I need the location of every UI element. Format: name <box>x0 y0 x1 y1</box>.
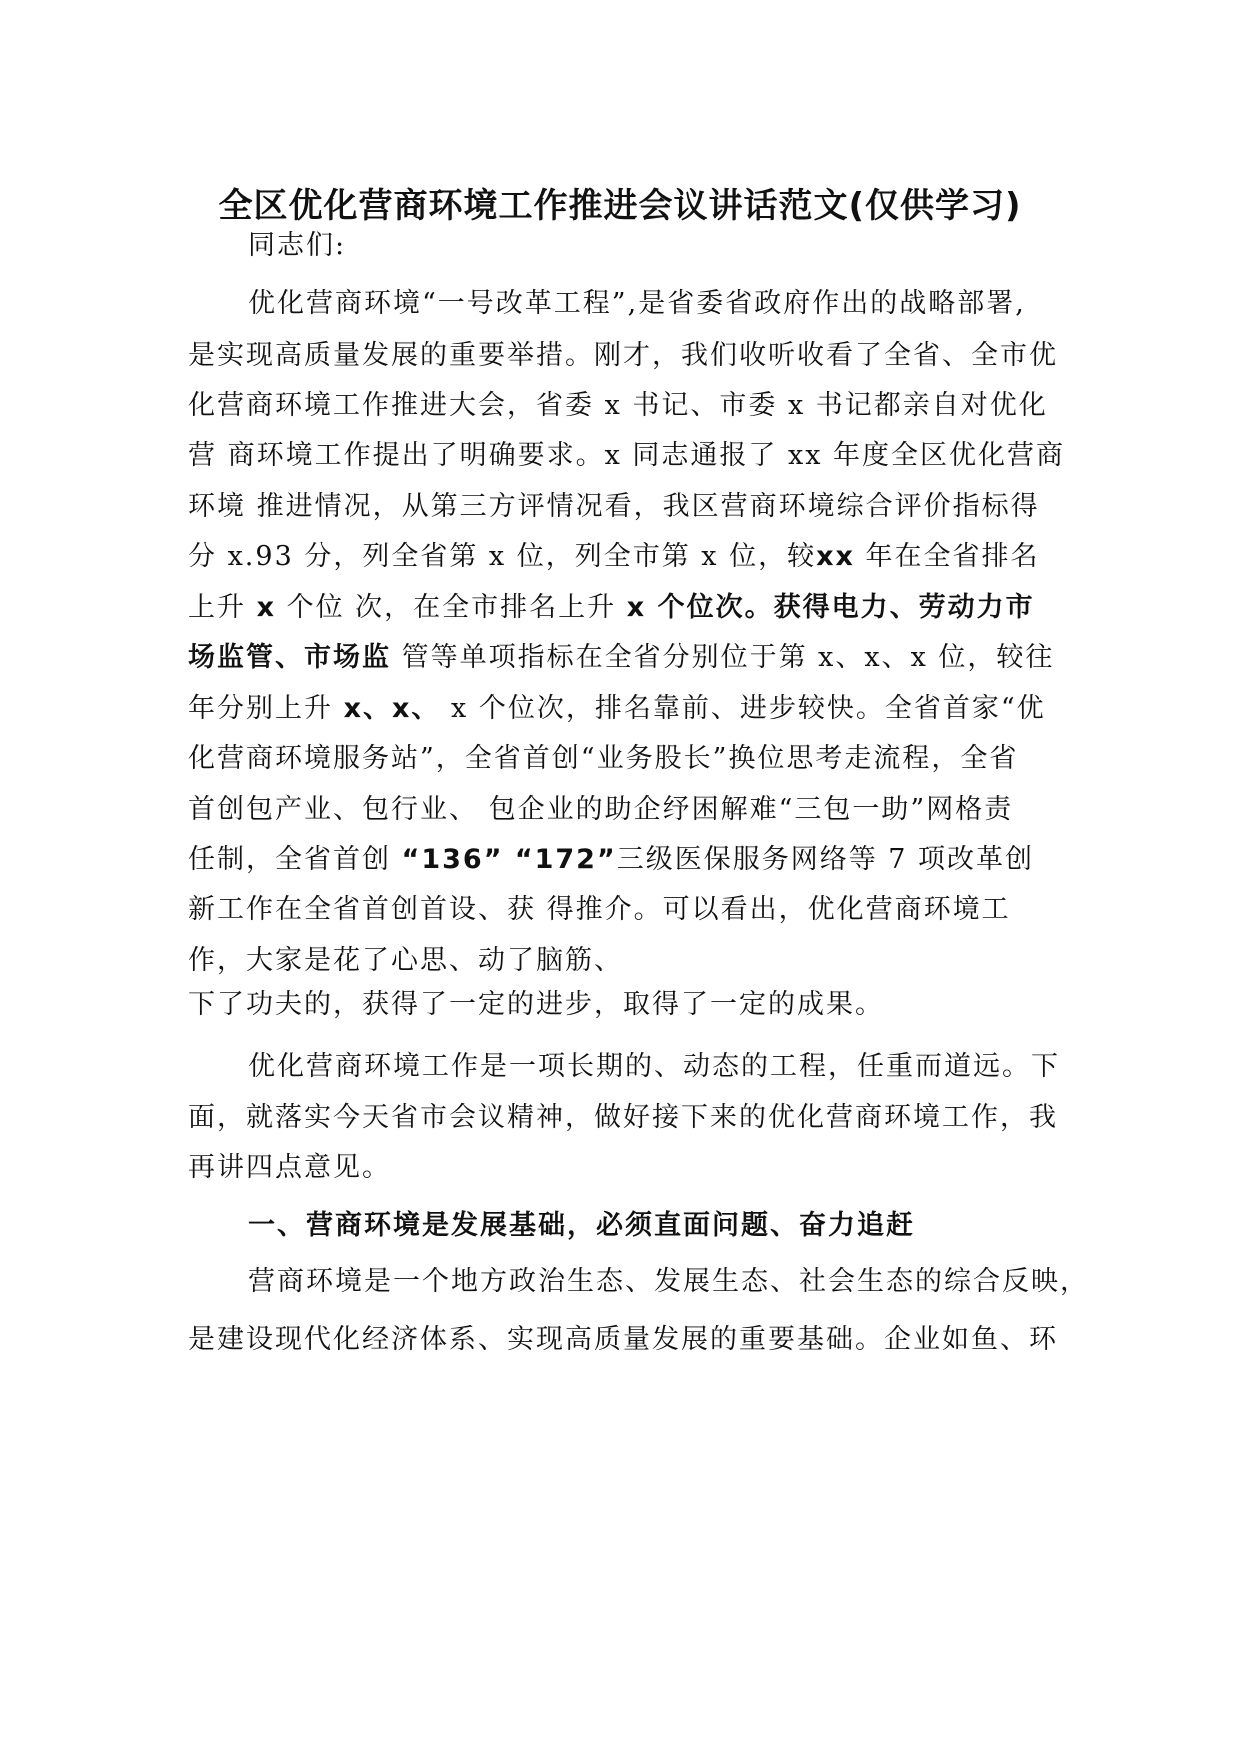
section-heading-1: 一、营商环境是发展基础，必须直面问题、奋力追赶 <box>248 1210 915 1241</box>
bold-segment: xx <box>816 541 855 572</box>
paragraph-1-line-6 <box>188 537 1040 577</box>
text-segment: x 个位次，排名靠前、进步较快。全省首家“优 <box>440 693 1046 724</box>
text-segment: 年分别上升 <box>188 693 344 724</box>
paragraph-1-line-12 <box>188 840 1034 880</box>
text-segment: 年在全省排名 <box>854 541 1040 572</box>
text-segment: 个位 次，在全市排名上升 <box>276 592 627 623</box>
paragraph-1-line-3: 化营商环境工作推进大会，省委 x 书记、市委 x 书记都亲自对优化 <box>188 390 1048 421</box>
bold-segment: x <box>256 592 277 623</box>
paragraph-1-line-5: 环境 推进情况，从第三方评情况看，我区营商环境综合评价指标得 <box>188 491 1040 522</box>
bold-segment: x、x、 <box>343 693 441 724</box>
bold-segment: 场监管、市场监 <box>188 642 391 673</box>
bold-segment: x 个位次。获得电力、劳动力市 <box>626 592 1035 623</box>
salutation: 同志们: <box>248 230 347 261</box>
paragraph-2-line-3: 再讲四点意见。 <box>188 1152 391 1183</box>
paragraph-1-line-10: 化营商环境服务站”，全省首创“业务股长”换位思考走流程，全省 <box>188 743 1019 774</box>
text-segment: 分 x.93 分，列全省第 x 位，列全市第 x 位，较 <box>188 541 817 572</box>
paragraph-1-line-1: 优化营商环境“一号改革工程”,是省委省政府作出的战略部署, <box>248 288 1026 319</box>
text-segment: 任制，全省首创 <box>188 844 402 875</box>
paragraph-1-line-4: 营 商环境工作提出了明确要求。x 同志通报了 xx 年度全区优化营商 <box>188 440 1066 471</box>
paragraph-1-line-7 <box>188 588 1035 628</box>
bold-segment: “136” “172” <box>401 844 617 875</box>
text-segment: 三级医保服务网络等 7 项改革创 <box>616 844 1035 875</box>
paragraph-1-line-9 <box>188 689 1046 729</box>
paragraph-1-line-13: 新工作在全省首创首设、获 得推介。可以看出，优化营商环境工 <box>188 894 1011 925</box>
text-segment: 管等单项指标在全省分别位于第 x、x、x 位，较往 <box>391 642 1055 673</box>
paragraph-1-line-2: 是实现高质量发展的重要举措。刚才，我们收听收看了全省、全市优 <box>188 340 1058 371</box>
paragraph-2-line-1: 优化营商环境工作是一项长期的、动态的工程，任重而道远。下 <box>248 1051 1060 1082</box>
text-segment: 上升 <box>188 592 257 623</box>
document-title: 全区优化营商环境工作推进会议讲话范文(仅供学习) <box>218 186 1022 226</box>
paragraph-2-line-2: 面，就落实今天省市会议精神，做好接下来的优化营商环境工作，我 <box>188 1102 1058 1133</box>
paragraph-1-line-14: 作，大家是花了心思、动了脑筋、 <box>188 945 623 976</box>
paragraph-1-line-8 <box>188 638 1054 678</box>
paragraph-1-line-15: 下了功夫的，获得了一定的进步，取得了一定的成果。 <box>188 989 884 1020</box>
paragraph-3-line-1: 营商环境是一个地方政治生态、发展生态、社会生态的综合反映， <box>248 1266 1089 1297</box>
paragraph-3-line-2: 是建设现代化经济体系、实现高质量发展的重要基础。企业如鱼、环 <box>188 1324 1058 1355</box>
paragraph-1-line-11: 首创包产业、包行业、 包企业的助企纾困解难“三包一助”网格责 <box>188 794 1014 825</box>
